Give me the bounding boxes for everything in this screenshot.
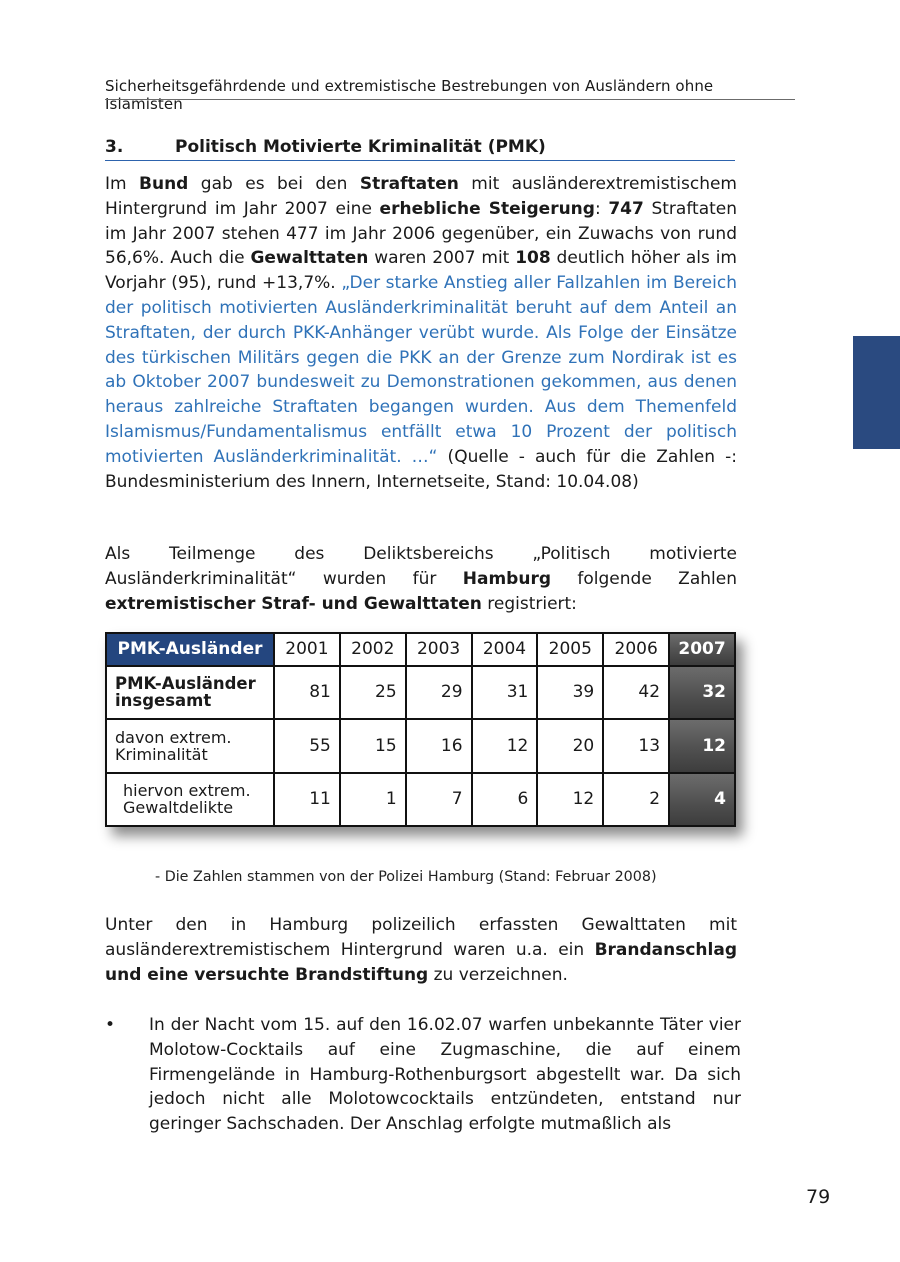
year-header: 2002 <box>340 633 406 666</box>
text-run: mit ausländerextremistischem Hintergrund im Jahr 2007 eine <box>105 174 737 219</box>
text-run: deutlich höher als im Vorjahr (95), rund +13,7%. <box>105 248 737 294</box>
text-run: Unter den in Hamburg polizeilich erfassten Gewalttaten mit ausländerextremistischem Hintergrund waren u.a. ein <box>105 915 737 960</box>
table-cell: 20 <box>537 719 603 772</box>
running-header: Sicherheitsgefährdende und extremistische Bestrebungen von Ausländern ohne Islamisten <box>105 77 714 113</box>
text-run: Im <box>105 174 140 194</box>
text-run: : <box>594 198 609 219</box>
table-cell: 16 <box>406 719 472 772</box>
bullet-text: In der Nacht vom 15. auf den 16.02.07 warfen unbekannte Täter vier Molotow-Cocktails auf eine Zugmaschine, die auf einem Firmengelände in Hamburg-Rothenburgsort abgestellt war. Da sich jedoch nicht alle Molotowcocktails entzündeten, entstand nur geringer Sachschaden. Der Anschlag erfolgte mutmaßlich als <box>149 1015 741 1135</box>
table-cell: 31 <box>472 666 538 719</box>
text-run: Als Teilmenge des Deliktsbereichs „Politisch motivierte Ausländerkriminalität“ wurden für <box>105 544 737 589</box>
table-cell: 55 <box>274 719 340 772</box>
table-cell: 39 <box>537 666 603 719</box>
year-header: 2004 <box>472 633 538 666</box>
text-run: zu verzeichnen. <box>428 964 568 985</box>
table-cell: 15 <box>340 719 406 772</box>
table-row <box>106 773 735 826</box>
table-cell: 7 <box>406 773 472 826</box>
section-heading: Politisch Motivierte Kriminalität (PMK) <box>175 137 546 157</box>
bold-run: Bund <box>139 174 189 194</box>
table-cell: 12 <box>472 719 538 772</box>
page-number: 79 <box>806 1186 831 1208</box>
table-cell: 6 <box>472 773 538 826</box>
year-header-highlighted: 2007 <box>669 633 735 666</box>
year-header: 2001 <box>274 633 340 666</box>
text-run: registriert: <box>481 593 577 614</box>
table-cell: 25 <box>340 666 406 719</box>
bold-run: erhebliche Steigerung <box>379 198 595 219</box>
text-run: Straftaten im Jahr 2007 stehen 477 im Jahr 2006 gegenüber, ein Zuwachs von rund 56,6%. Auch die <box>105 198 738 269</box>
header-rule <box>105 99 795 100</box>
row-label: hiervon extrem. Gewaltdelikte <box>106 773 274 826</box>
bold-run: Gewalttaten <box>250 248 369 269</box>
paragraph-hamburg-incidents <box>105 913 737 987</box>
table-cell: 1 <box>340 773 406 826</box>
bold-run: Brandanschlag und eine versuchte Brandstiftung <box>105 939 737 985</box>
year-header: 2006 <box>603 633 669 666</box>
section-number: 3. <box>105 137 124 157</box>
bold-run: extremistischer Straf- und Gewalttaten <box>105 593 482 614</box>
table-cell: 81 <box>274 666 340 719</box>
text-run: folgende Zahlen <box>551 568 737 589</box>
paragraph-hamburg-intro <box>105 542 737 616</box>
pmk-table-container <box>105 632 736 827</box>
bold-run: 747 <box>608 198 644 219</box>
paragraph-federal <box>105 172 737 494</box>
row-label: davon extrem. Kriminalität <box>106 719 274 772</box>
table-row <box>106 666 735 719</box>
quote-text: „Der starke Anstieg aller Fallzahlen im Bereich der politisch motivierten Ausländerkriminalität beruht auf dem Anteil an Straftaten, der durch PKK-Anhänger verübt wurde. Als Folge der Einsätze des türkischen Militärs gegen die PKK an der Grenze zum Nordirak ist es ab Oktober 2007 bundesweit zu Demonstrationen gekommen, aus denen heraus zahlreiche Straftaten begangen wurden. Aus dem Themenfeld Islamismus/Fundamentalismus entfällt etwa 10 Prozent der politisch motivierten Ausländerkriminalität. …“ <box>105 273 737 467</box>
table-cell-highlighted: 4 <box>669 773 735 826</box>
year-header: 2003 <box>406 633 472 666</box>
source-text: (Quelle - auch für die Zahlen -: Bundesministerium des Innern, Internetseite, Stand: 10.04.08) <box>105 446 737 492</box>
table-row <box>106 719 735 772</box>
table-cell: 11 <box>274 773 340 826</box>
table-cell: 13 <box>603 719 669 772</box>
text-run: gab es bei den <box>188 174 360 194</box>
text-run: waren 2007 mit <box>368 248 516 269</box>
table-cell: 42 <box>603 666 669 719</box>
table-cell: 29 <box>406 666 472 719</box>
table-cell: 12 <box>537 773 603 826</box>
table-corner-header: PMK-Ausländer <box>106 633 274 666</box>
bold-run: Hamburg <box>462 568 552 589</box>
bullet-marker: • <box>105 1015 116 1035</box>
section-title <box>105 137 735 161</box>
row-label: PMK-Ausländer insgesamt <box>106 666 274 719</box>
table-source-note: - Die Zahlen stammen von der Polizei Hamburg (Stand: Februar 2008) <box>155 869 657 885</box>
bold-run: Straftaten <box>359 174 459 194</box>
pmk-table <box>105 632 736 827</box>
table-cell-highlighted: 32 <box>669 666 735 719</box>
table-cell: 2 <box>603 773 669 826</box>
table-header-row <box>106 633 735 666</box>
bold-run: 108 <box>515 248 551 269</box>
chapter-side-tab <box>853 336 900 449</box>
table-cell-highlighted: 12 <box>669 719 735 772</box>
year-header: 2005 <box>537 633 603 666</box>
